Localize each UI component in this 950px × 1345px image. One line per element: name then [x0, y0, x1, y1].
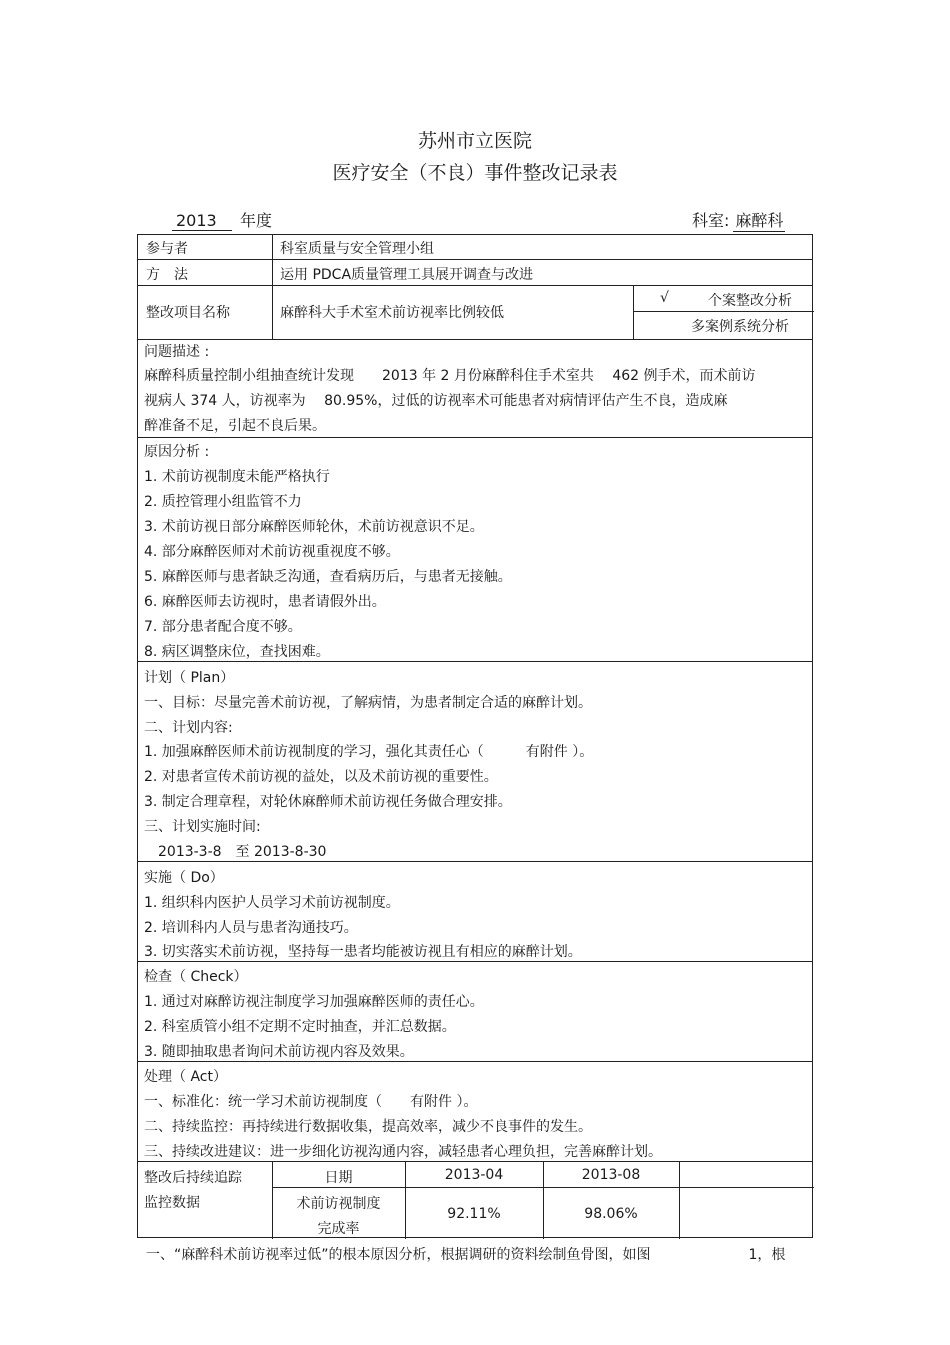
department-field	[692, 208, 785, 232]
act-line: 二、持续监控：再持续进行数据收集，提高效率，减少不良事件的发生。	[144, 1119, 592, 1135]
value-cell: 98.06%	[584, 1206, 638, 1222]
year-value: 2013	[172, 211, 232, 231]
value-cell: 92.11%	[447, 1206, 501, 1222]
act-heading: 处理（ Act）	[144, 1069, 227, 1085]
hospital-name: 苏州市立医院	[417, 130, 532, 152]
footer-text: 一、“麻醉科术前访视率过低”的根本原因分析，根据调研的资料绘制鱼骨图，如图 1，根	[146, 1247, 786, 1263]
project-name-label: 整改项目名称	[146, 305, 230, 321]
tracking-label-line2: 监控数据	[144, 1195, 200, 1211]
cause-item: 3. 术前访视日部分麻醉医师轮休，术前访视意识不足。	[144, 519, 484, 535]
method-label: 方 法	[146, 267, 188, 283]
cause-item: 7. 部分患者配合度不够。	[144, 619, 302, 635]
check-heading: 检查（ Check）	[144, 969, 248, 985]
participants-label: 参与者	[146, 241, 188, 257]
form-title: 医疗安全（不良）事件整改记录表	[332, 162, 618, 184]
problem-line: 视病人 374 人，访视率为 80.95%，过低的访视率术可能患者对病情评估产生不良，造成麻	[144, 393, 728, 409]
act-line: 一、标准化：统一学习术前访视制度（ 有附件 ）。	[144, 1094, 478, 1110]
do-line: 1. 组织科内医护人员学习术前访视制度。	[144, 895, 400, 911]
cause-item: 4. 部分麻醉医师对术前访视重视度不够。	[144, 544, 400, 560]
plan-line: 二、计划内容:	[144, 720, 233, 736]
cause-item: 5. 麻醉医师与患者缺乏沟通，查看病历后，与患者无接触。	[144, 569, 512, 585]
date-cell: 2013-04	[444, 1167, 504, 1183]
year-label: 年度	[240, 211, 273, 230]
project-name-value: 麻醉科大手术室术前访视率比例较低	[280, 305, 504, 321]
check-line: 3. 随即抽取患者询问术前访视内容及效果。	[144, 1044, 414, 1060]
do-heading: 实施（ Do）	[144, 870, 224, 886]
method-value: 运用 PDCA质量管理工具展开调查与改进	[280, 267, 534, 283]
problem-heading: 问题描述 :	[144, 344, 210, 360]
department-label: 科室:	[692, 211, 730, 230]
cause-item: 6. 麻醉医师去访视时，患者请假外出。	[144, 594, 386, 610]
single-case-check-mark: √	[660, 290, 669, 306]
cause-item: 1. 术前访视制度未能严格执行	[144, 469, 330, 485]
cause-item: 8. 病区调整床位，查找困难。	[144, 644, 330, 660]
plan-schedule: 2013-3-8 至 2013-8-30	[144, 844, 327, 860]
year-field	[172, 208, 272, 231]
tracking-label-line1: 整改后持续追踪	[144, 1170, 242, 1186]
plan-line: 2. 对患者宣传术前访视的益处，以及术前访视的重要性。	[144, 769, 498, 785]
multi-case-analysis-option: 多案例系统分析	[691, 319, 789, 335]
plan-line: 一、目标：尽量完善术前访视，了解病情，为患者制定合适的麻醉计划。	[144, 695, 592, 711]
act-line: 三、持续改进建议：进一步细化访视沟通内容，减轻患者心理负担，完善麻醉计划。	[144, 1144, 662, 1160]
cause-heading: 原因分析 :	[144, 444, 210, 460]
check-line: 1. 通过对麻醉访视注制度学习加强麻醉医师的责任心。	[144, 994, 484, 1010]
problem-line: 醉准备不足，引起不良后果。	[144, 418, 326, 434]
rectification-record-table	[137, 234, 813, 1238]
plan-line: 三、计划实施时间:	[144, 819, 261, 835]
participants-value: 科室质量与安全管理小组	[280, 241, 434, 257]
date-header: 日期	[324, 1170, 353, 1186]
single-case-analysis-option: 个案整改分析	[708, 293, 792, 309]
do-line: 2. 培训科内人员与患者沟通技巧。	[144, 920, 358, 936]
cause-item: 2. 质控管理小组监管不力	[144, 494, 302, 510]
metric-label-line2: 完成率	[317, 1221, 360, 1237]
plan-line: 1. 加强麻醉医师术前访视制度的学习，强化其责任心（ 有附件 ）。	[144, 744, 594, 760]
metric-label-line1: 术前访视制度	[296, 1196, 381, 1212]
plan-heading: 计划（ Plan）	[144, 670, 235, 686]
do-line: 3. 切实落实术前访视，坚持每一患者均能被访视且有相应的麻醉计划。	[144, 944, 582, 960]
date-cell: 2013-08	[581, 1167, 641, 1183]
plan-line: 3. 制定合理章程，对轮休麻醉师术前访视任务做合理安排。	[144, 794, 512, 810]
problem-line: 麻醉科质量控制小组抽查统计发现 2013 年 2 月份麻醉科住手术室共 462 例手术，而术前访	[144, 368, 756, 384]
check-line: 2. 科室质管小组不定期不定时抽查，并汇总数据。	[144, 1019, 456, 1035]
department-value: 麻醉科	[733, 208, 785, 232]
